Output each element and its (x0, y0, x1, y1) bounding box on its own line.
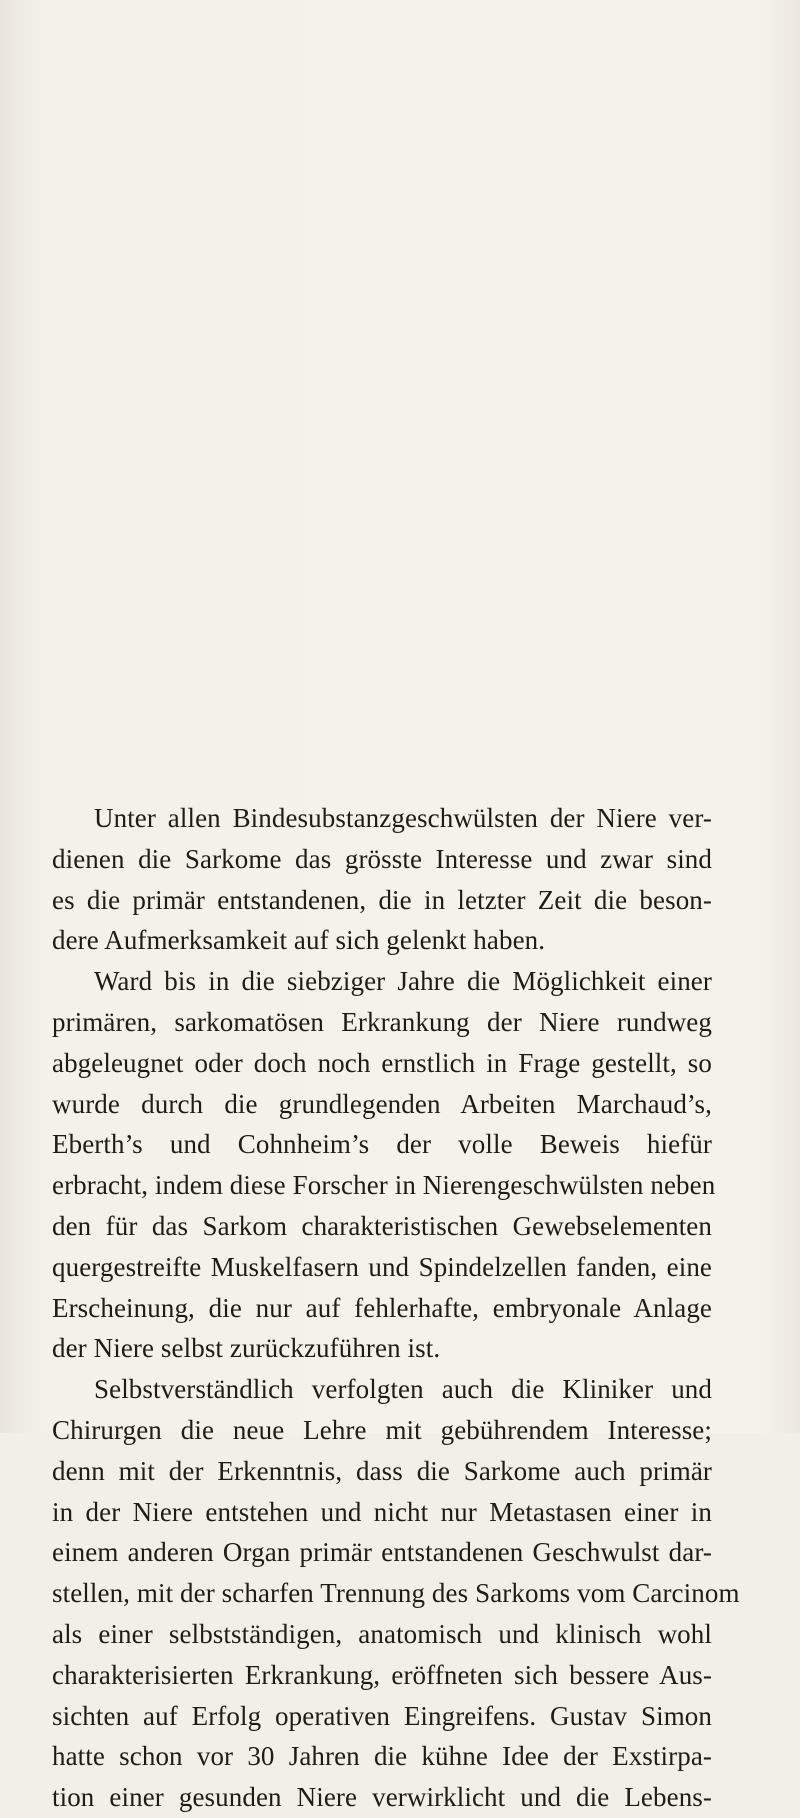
text-line: in der Niere entstehen und nicht nur Metastasen einer in (52, 1496, 712, 1527)
text-line: dienen die Sarkome das grösste Interesse und zwar sind (52, 843, 712, 874)
text-line: Selbstverständlich verfolgten auch die Kliniker und (94, 1374, 712, 1405)
text-line: denn mit der Erkenntnis, dass die Sarkome auch primär (52, 1455, 712, 1486)
text-line: einem anderen Organ primär entstandenen Geschwulst dar- (52, 1537, 712, 1568)
text-line: primären, sarkomatösen Erkrankung der Niere rundweg (52, 1006, 712, 1037)
text-line: Unter allen Bindesubstanzgeschwülsten der Niere ver- (94, 803, 712, 833)
text-line: tion einer gesunden Niere verwirklicht und die Lebens- (52, 1782, 712, 1813)
text-line: Eberth’s und Cohnheim’s der volle Beweis hiefür (52, 1129, 712, 1160)
text-line: abgeleugnet oder doch noch ernstlich in Frage gestellt, so (52, 1047, 712, 1078)
text-line: Chirurgen die neue Lehre mit gebührendem Interesse; (52, 1414, 712, 1445)
text-line: dere Aufmerksamkeit auf sich gelenkt haben. (52, 925, 546, 956)
text-line: erbracht, indem diese Forscher in Nierengeschwülsten neben (52, 1170, 716, 1201)
text-line: Ward bis in die siebziger Jahre die Möglichkeit einer (94, 966, 712, 997)
body-text (52, 798, 740, 1818)
text-line: stellen, mit der scharfen Trennung des Sarkoms vom Carcinom (52, 1578, 740, 1609)
text-line: quergestreifte Muskelfasern und Spindelzellen fanden, eine (52, 1251, 712, 1282)
text-line: Erscheinung, die nur auf fehlerhafte, embryonale Anlage (52, 1292, 712, 1323)
text-line: wurde durch die grundlegenden Arbeiten Marchaud’s, (52, 1088, 712, 1119)
text-line: sichten auf Erfolg operativen Eingreifens. Gustav Simon (52, 1700, 712, 1731)
text-line: als einer selbstständigen, anatomisch und klinisch wohl (52, 1618, 712, 1649)
text-line: der Niere selbst zurückzuführen ist. (52, 1333, 441, 1364)
text-line: charakterisierten Erkrankung, eröffneten sich bessere Aus- (52, 1659, 712, 1690)
text-line: den für das Sarkom charakteristischen Gewebselementen (52, 1210, 712, 1241)
text-line: hatte schon vor 30 Jahren die kühne Idee der Exstirpa- (52, 1741, 712, 1772)
text-line: es die primär entstandenen, die in letzter Zeit die beson- (52, 884, 712, 915)
